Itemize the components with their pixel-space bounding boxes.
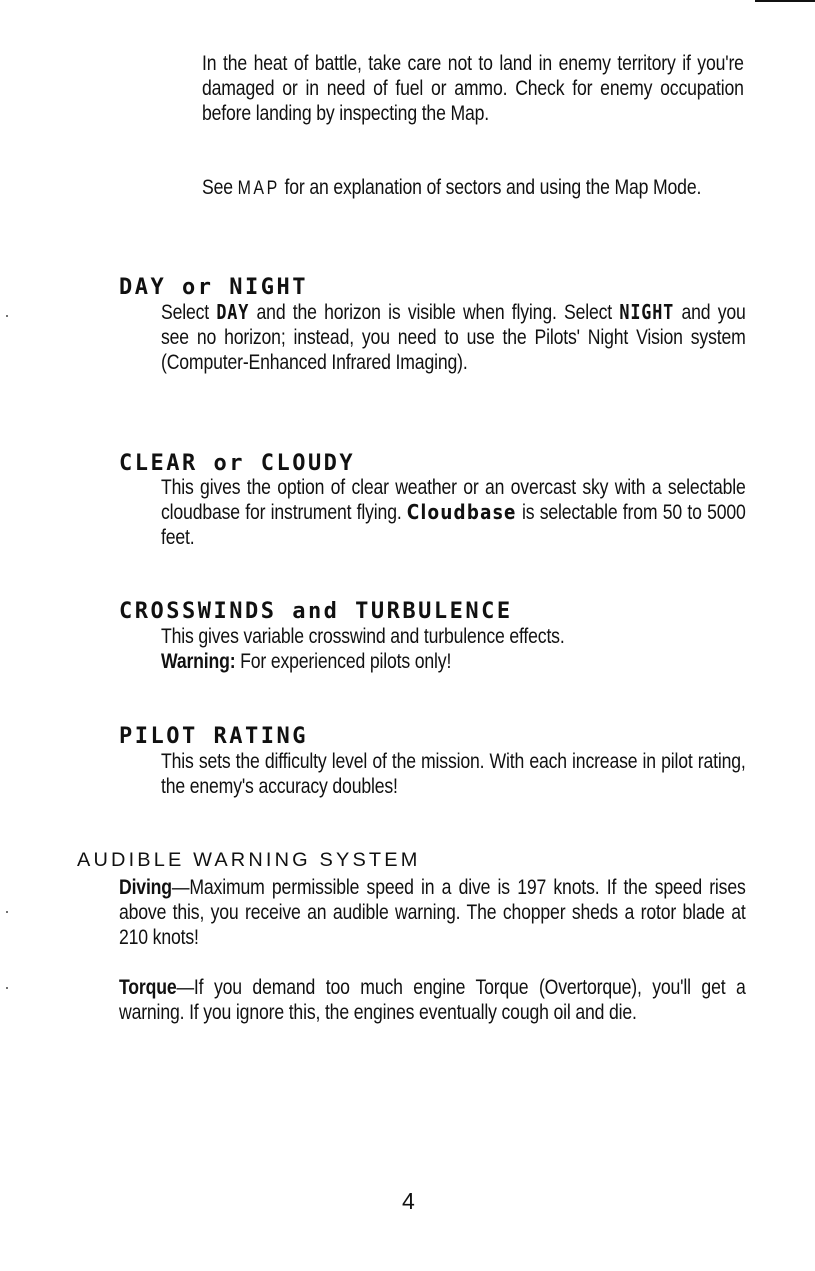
clear-cloudy-text-1: This gives the option of clear weather or an overcast sky with a selectable cloudbase for instrument flying. [161, 476, 746, 524]
intro-paragraph: In the heat of battle, take care not to land in enemy territory if you're damaged or in need of fuel or ammo. Check for enemy occupation before landing by inspecting the Map. [202, 52, 744, 125]
margin-speck [6, 987, 8, 989]
clear-cloudy-text-2: is selectable from 50 to 5000 feet. [161, 501, 746, 549]
pilot-rating-heading: PILOT RATING [119, 724, 308, 749]
map-reference-paragraph [202, 175, 744, 201]
torque-paragraph [119, 975, 746, 1025]
map-reference-text-after: for an explanation of sectors and using the Map Mode. [279, 176, 702, 199]
diving-paragraph [119, 875, 746, 950]
crosswinds-heading: CROSSWINDS and TURBULENCE [119, 599, 513, 624]
pilot-rating-paragraph: This sets the difficulty level of the mission. With each increase in pilot rating, the enemy's accuracy doubles! [161, 750, 746, 798]
diving-label: Diving [119, 876, 172, 899]
crosswinds-paragraph [161, 624, 746, 674]
day-night-text-1: Select [161, 301, 217, 324]
margin-speck [6, 911, 8, 913]
warning-text: For experienced pilots only! [235, 650, 452, 673]
day-keyword: DAY [216, 300, 250, 324]
day-night-text-3: and you see no horizon; instead, you need to use the Pilots' Night Vision system (Computer-Enhanced Infrared Imaging). [161, 301, 746, 374]
day-night-heading: DAY or NIGHT [119, 275, 308, 300]
torque-text: —If you demand too much engine Torque (Overtorque), you'll get a warning. If you ignore this, the engines eventually cough oil and die. [119, 976, 746, 1024]
page-number: 4 [402, 1188, 415, 1214]
night-keyword: NIGHT [619, 300, 675, 324]
cloudbase-keyword: Cloudbase [406, 500, 517, 524]
warning-label: Warning: [161, 650, 236, 673]
margin-speck [6, 315, 8, 317]
diving-text: —Maximum permissible speed in a dive is 197 knots. If the speed rises above this, you receive an audible warning. The chopper sheds a rotor blade at 210 knots! [119, 876, 746, 949]
crosswinds-text: This gives variable crosswind and turbulence effects. [161, 625, 565, 648]
clear-cloudy-heading: CLEAR or CLOUDY [119, 451, 356, 476]
clear-cloudy-paragraph [161, 475, 746, 550]
torque-label: Torque [119, 976, 177, 999]
top-edge-rule [755, 0, 815, 2]
audible-warning-title: AUDIBLE WARNING SYSTEM [77, 850, 421, 871]
map-keyword: MAP [237, 178, 280, 199]
day-night-text-2: and the horizon is visible when flying. Select [249, 301, 620, 324]
day-night-paragraph [161, 300, 746, 375]
map-reference-text-before: See [202, 176, 238, 199]
